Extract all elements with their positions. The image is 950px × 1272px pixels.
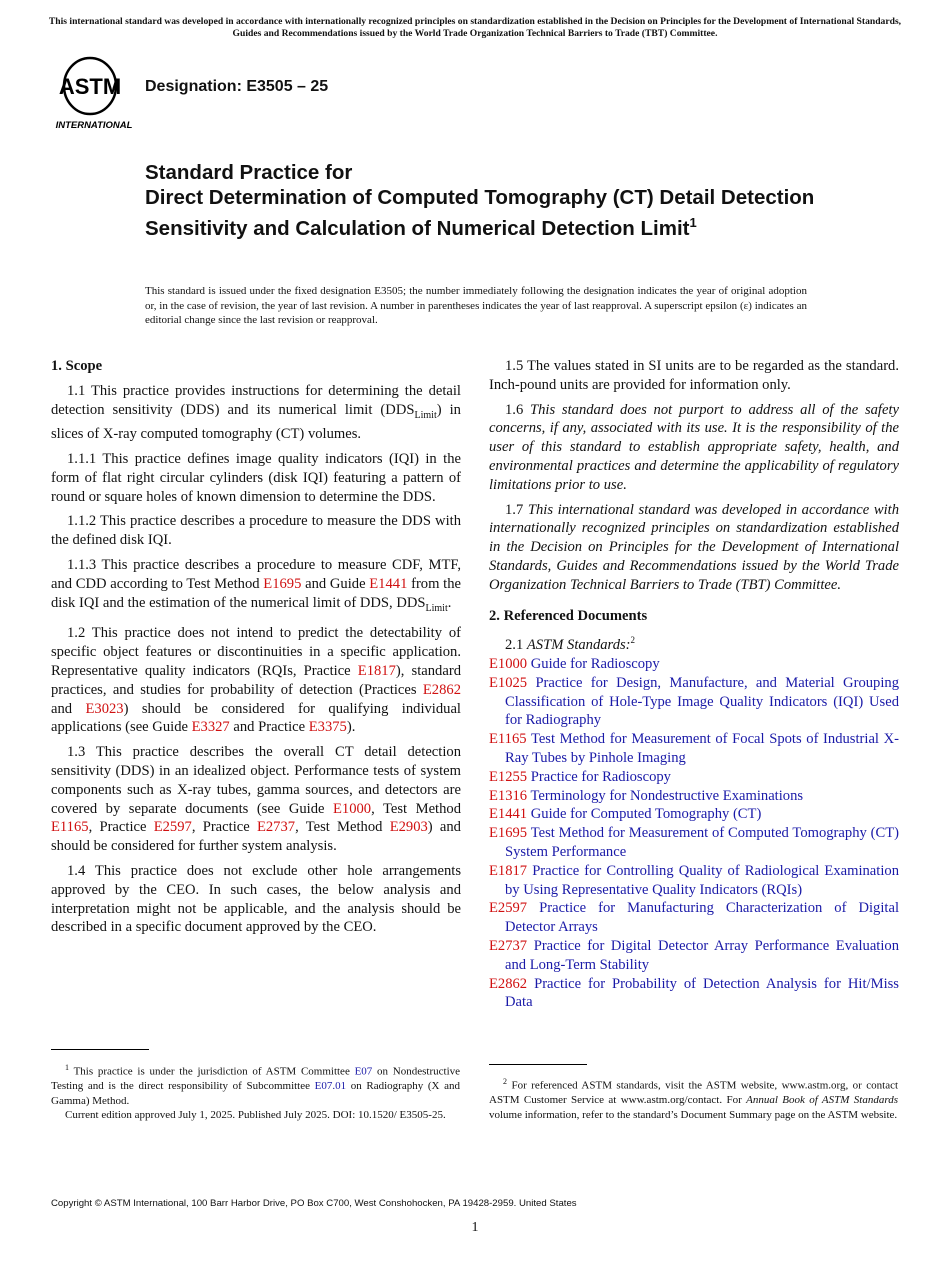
link-e3023[interactable]: E3023 xyxy=(85,700,124,717)
reference-item xyxy=(489,899,899,937)
astm-standards-label: 2.1 ASTM Standards:$^2$ xyxy=(505,635,636,654)
title-line1: Standard Practice for xyxy=(145,161,353,184)
reference-code[interactable]: E1000 xyxy=(489,656,528,673)
issuance-statement: This standard is issued under the fixed designation E3505; the number immediately following the designation indicates the year of original adoption or, in the case of revision, the year of last revision. A number in parentheses indicates the year of last reapproval. A superscript epsilon (ε) indicates an editorial change since the last revision or reapproval. xyxy=(145,285,807,327)
reference-code[interactable]: E1441 xyxy=(489,806,528,823)
scope-heading: 1. Scope xyxy=(51,358,103,374)
document-title xyxy=(145,160,825,241)
reference-item xyxy=(489,768,899,787)
reference-title[interactable]: Guide for Computed Tomography (CT) xyxy=(530,806,762,823)
reference-title[interactable]: Practice for Radioscopy xyxy=(530,768,671,785)
para-1-1-3: 1.1.3 This practice describes a procedure to measure CDF, MTF, and CDD according to Test Method E1695 and Guide E1441 from the disk IQI and the estimation of the numerical limit of DDS, $DDS_{Limit}$. xyxy=(51,557,461,614)
title-footnote-mark: 1 xyxy=(689,215,697,230)
reference-item xyxy=(489,674,899,730)
footnote-1: $^1$ This practice is under the jurisdiction of ASTM Committee E07 on Nondestructive Testing and is the direct responsibility of Subcommittee E07.01 on Radiography (X and Gamma) Method. Current edition approved July 1, 2025. Published July 2025. DOI: 10.1520/ E3505-25. xyxy=(51,1063,461,1122)
para-1-4: 1.4 This practice does not exclude other hole arrangements approved by the CEO. In such cases, the below analysis and interpretation might not be applicable, and the analysis should be described in a specific document approved by the CEO. xyxy=(51,862,461,936)
reference-code[interactable]: E1316 xyxy=(489,787,528,804)
right-column xyxy=(489,357,899,1012)
reference-item xyxy=(489,730,899,768)
reference-item xyxy=(489,824,899,862)
reference-list xyxy=(489,655,899,1012)
designation: Designation: E3505 – 25 xyxy=(145,78,329,95)
para-1-7: 1.7 This international standard was developed in accordance with internationally recognized principles on standardization established in the Decision on Principles for the Development of International Standards, Guides and Recommendations issued by the World Trade Organization Technical Barriers to Trade (TBT) Committee. xyxy=(489,501,900,593)
footnote-2: $^2$ For referenced ASTM standards, visit the ASTM website, www.astm.org, or contact ASTM Customer Service at www.astm.org/contact. For Annual Book of ASTM Standards volume information, refer to the standard’s Document Summary page on the ASTM website. xyxy=(489,1077,899,1121)
reference-item xyxy=(489,655,899,674)
link-e2862[interactable]: E2862 xyxy=(422,681,461,698)
reference-code[interactable]: E1025 xyxy=(489,674,528,691)
reference-title[interactable]: Practice for Controlling Quality of Radiological Examination by Using Representative Quality Indicators (RQIs) xyxy=(505,862,899,898)
logo-mark: ASTM xyxy=(58,74,122,99)
standard-notice: This international standard was developed in accordance with internationally recognized principles on standardization established in the Decision on Principles for the Development of International Standards, Guides and Recommendations issued by the World Trade Organization Technical Barriers to Trade (TBT) Committee. xyxy=(48,16,902,39)
astm-logo xyxy=(52,56,136,132)
reference-code[interactable]: E2737 xyxy=(489,937,528,954)
link-e1817[interactable]: E1817 xyxy=(357,662,396,679)
reference-title[interactable]: Practice for Digital Detector Array Performance Evaluation and Long-Term Stability xyxy=(505,937,899,973)
left-column xyxy=(51,357,461,943)
reference-title[interactable]: Guide for Radioscopy xyxy=(530,656,660,673)
para-1-2: 1.2 This practice does not intend to predict the detectability of specific object features or discontinuities in a specific application. Representative quality indicators (RQIs, Practice E1817), standard practices, and studies for probability of detection (Practices E2862 and E3023) should be considered for qualifying individual applications (see Guide E3327 and Practice E3375). xyxy=(51,625,461,736)
logo-wordmark: INTERNATIONAL xyxy=(55,120,133,131)
reference-title[interactable]: Practice for Manufacturing Characterization of Digital Detector Arrays xyxy=(505,900,899,936)
copyright: Copyright © ASTM International, 100 Barr Harbor Drive, PO Box C700, West Conshohocken, PA 19428-2959. United States xyxy=(51,1198,577,1209)
para-1-1: 1.1 This practice provides instructions for determining the detail detection sensitivity (DDS) and its numerical limit $(DDS_{Limit})$ in slices of X-ray computed tomography (CT) volumes. xyxy=(51,382,461,443)
reference-code[interactable]: E1165 xyxy=(489,731,527,748)
link-e1000[interactable]: E1000 xyxy=(333,800,372,817)
link-e3375[interactable]: E3375 xyxy=(308,719,347,736)
reference-code[interactable]: E1255 xyxy=(489,768,528,785)
reference-code[interactable]: E1695 xyxy=(489,825,528,842)
link-e2597[interactable]: E2597 xyxy=(153,819,192,836)
title-line2: Direct Determination of Computed Tomography (CT) Detail Detection Sensitivity and Calculation of Numerical Detection Limit xyxy=(145,186,815,240)
link-e1165[interactable]: E1165 xyxy=(51,819,89,836)
reference-item xyxy=(489,937,899,975)
para-1-5: 1.5 The values stated in SI units are to be regarded as the standard. Inch-pound units are provided for information only. xyxy=(489,358,899,393)
para-1-1-2: 1.1.2 This practice describes a procedure to measure the DDS with the defined disk IQI. xyxy=(51,513,461,549)
referenced-heading: 2. Referenced Documents xyxy=(489,607,648,624)
footnote-rule-left xyxy=(51,1049,149,1050)
reference-item xyxy=(489,975,899,1013)
reference-code[interactable]: E2862 xyxy=(489,975,528,992)
link-e07[interactable]: E07 xyxy=(354,1065,373,1078)
link-e07-01[interactable]: E07.01 xyxy=(314,1080,347,1093)
para-1-6: 1.6 This standard does not purport to address all of the safety concerns, if any, associated with its use. It is the responsibility of the user of this standard to establish appropriate safety, health, and environmental practices and determine the applicability of regulatory limitations prior to use. xyxy=(489,401,899,493)
reference-title[interactable]: Test Method for Measurement of Computed Tomography (CT) System Performance xyxy=(505,825,900,860)
reference-item xyxy=(489,862,899,900)
link-e1695[interactable]: E1695 xyxy=(263,575,302,592)
reference-code[interactable]: E2597 xyxy=(489,900,528,917)
page-number: 1 xyxy=(471,1220,479,1235)
reference-item xyxy=(489,787,899,806)
reference-item xyxy=(489,805,899,824)
link-e2737[interactable]: E2737 xyxy=(256,819,296,836)
link-e2903[interactable]: E2903 xyxy=(389,819,428,836)
para-1-3: 1.3 This practice describes the overall CT detail detection sensitivity (DDS) in an idealized object. Performance tests of system components such as X-ray tubes, gamma sources, and detectors are covered by separate documents (see Guide E1000, Test Method E1165, Practice E2597, Practice E2737, Test Method E2903) and should be considered for further system analysis. xyxy=(51,744,462,855)
footnote-rule-right xyxy=(489,1064,587,1065)
link-e1441[interactable]: E1441 xyxy=(369,575,408,592)
link-e3327[interactable]: E3327 xyxy=(191,719,230,736)
reference-title[interactable]: Terminology for Nondestructive Examinations xyxy=(530,787,804,804)
reference-title[interactable]: Test Method for Measurement of Focal Spots of Industrial X-Ray Tubes by Pinhole Imaging xyxy=(505,731,900,766)
reference-code[interactable]: E1817 xyxy=(489,862,528,879)
reference-title[interactable]: Practice for Design, Manufacture, and Material Grouping Classification of Hole-Type Image Quality Indicators (IQI) Used for Radiography xyxy=(505,674,899,729)
reference-title[interactable]: Practice for Probability of Detection Analysis for Hit/Miss Data xyxy=(505,975,899,1011)
para-1-1-1: 1.1.1 This practice defines image quality indicators (IQI) in the form of flat right circular cylinders (disk IQI) featuring a pattern of round or square holes of known dimension to determine the DDS. xyxy=(51,451,461,505)
